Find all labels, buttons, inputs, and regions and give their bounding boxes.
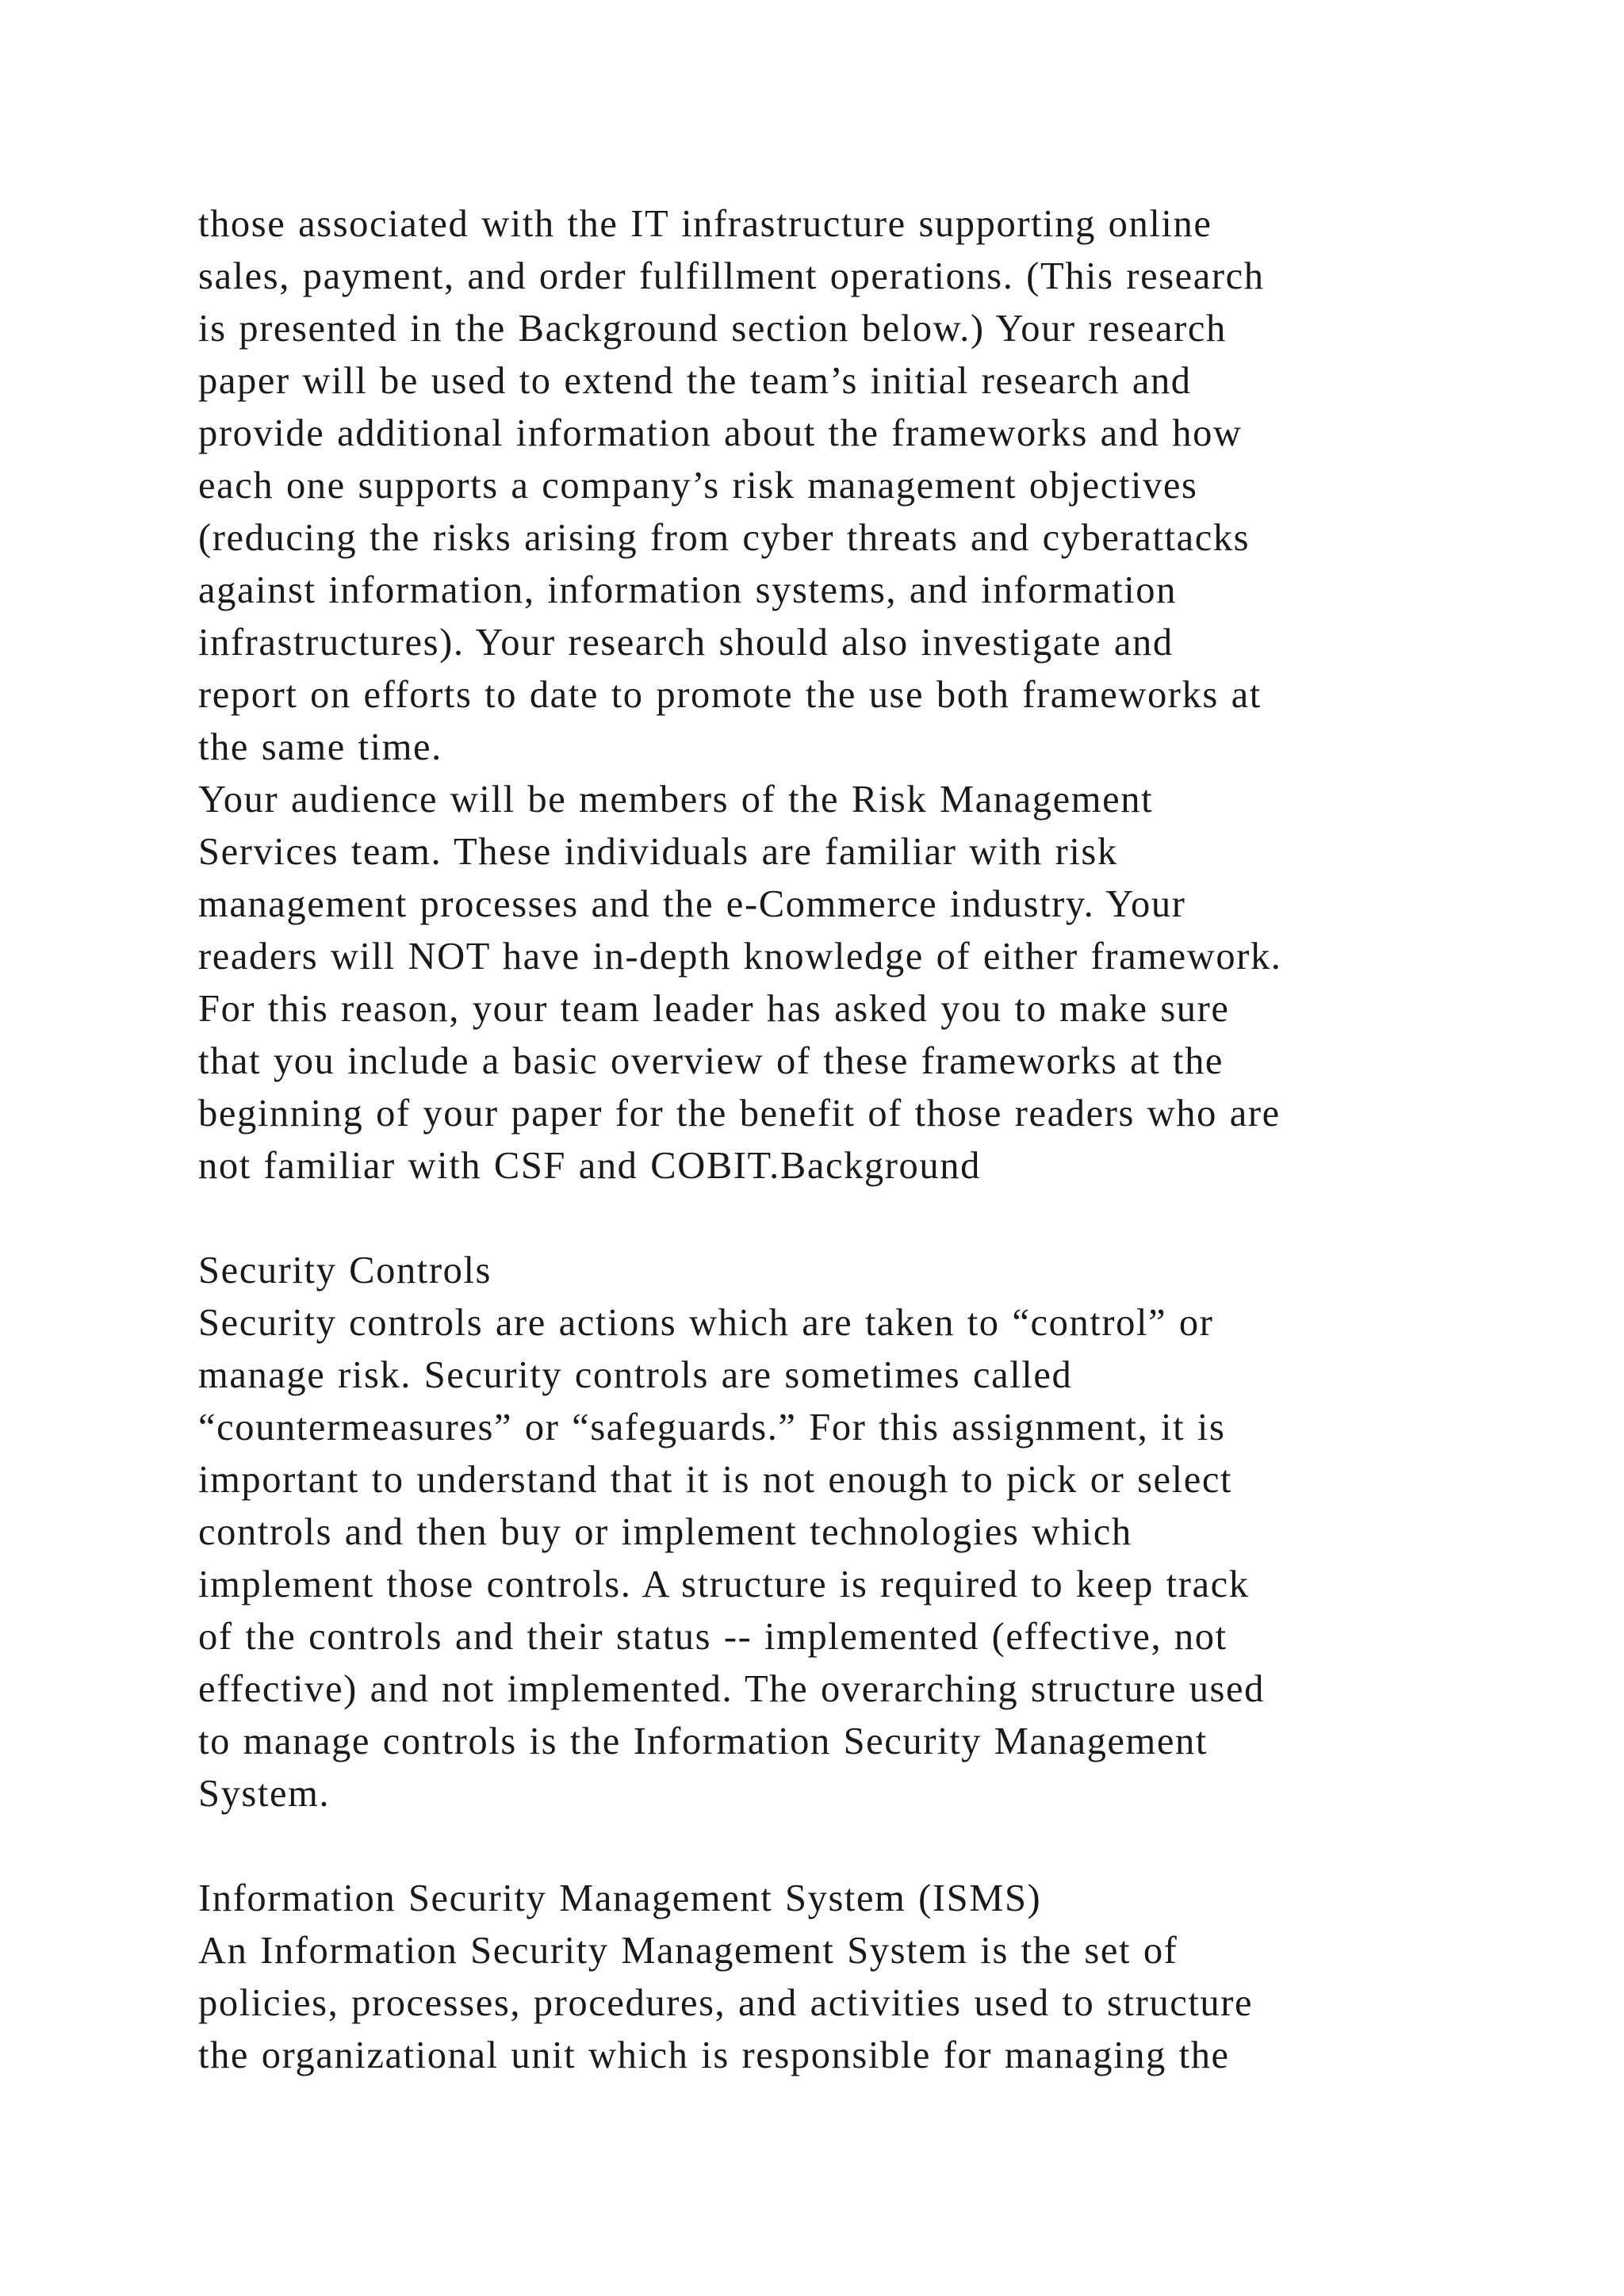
text-line: implement those controls. A structure is required to keep track [198, 1563, 1250, 1605]
text-line: infrastructures). Your research should also investigate and [198, 622, 1174, 664]
text-line: important to understand that it is not enough to pick or select [198, 1459, 1233, 1501]
text-line: For this reason, your team leader has asked you to make sure [198, 988, 1230, 1030]
paragraph-audience [198, 774, 1546, 1192]
text-line: management processes and the e-Commerce industry. Your [198, 883, 1186, 925]
text-line: the organizational unit which is responsible for managing the [198, 2034, 1230, 2076]
text-line: “countermeasures” or “safeguards.” For this assignment, it is [198, 1406, 1226, 1448]
text-line: policies, processes, procedures, and activities used to structure [198, 1982, 1254, 2024]
section-heading-security-controls: Security Controls [198, 1249, 492, 1292]
text-line: (reducing the risks arising from cyber threats and cyberattacks [198, 517, 1251, 559]
document-body [198, 198, 1546, 2082]
text-line: An Information Security Management System is the set of [198, 1930, 1178, 1972]
text-line: of the controls and their status -- implemented (effective, not [198, 1616, 1228, 1658]
text-line: paper will be used to extend the team’s initial research and [198, 360, 1192, 402]
blank-line [198, 1820, 1546, 1873]
paragraph-security-controls [198, 1297, 1546, 1820]
text-line: to manage controls is the Information Security Management [198, 1720, 1208, 1762]
paragraph-isms [198, 1925, 1546, 2082]
text-line: Security controls are actions which are taken to “control” or [198, 1302, 1214, 1344]
text-line: provide additional information about the frameworks and how [198, 412, 1243, 454]
text-line: each one supports a company’s risk management objectives [198, 465, 1198, 507]
text-line: against information, information systems, and information [198, 569, 1178, 611]
text-line: not familiar with CSF and COBIT.Background [198, 1145, 981, 1187]
text-line: effective) and not implemented. The overarching structure used [198, 1668, 1265, 1710]
text-line: report on efforts to date to promote the use both frameworks at [198, 674, 1262, 716]
paragraph-intro-continuation [198, 198, 1546, 774]
text-line: the same time. [198, 726, 442, 768]
text-line: that you include a basic overview of these frameworks at the [198, 1040, 1224, 1082]
text-line: sales, payment, and order fulfillment operations. (This research [198, 255, 1265, 297]
text-line: readers will NOT have in-depth knowledge of either framework. [198, 936, 1282, 978]
text-line: those associated with the IT infrastructure supporting online [198, 203, 1212, 245]
text-line: Services team. These individuals are familiar with risk [198, 831, 1118, 873]
text-line: is presented in the Background section below.) Your research [198, 308, 1227, 350]
blank-line [198, 1192, 1546, 1245]
text-line: manage risk. Security controls are sometimes called [198, 1354, 1073, 1396]
text-line: controls and then buy or implement technologies which [198, 1511, 1132, 1553]
section-heading-isms: Information Security Management System (ISMS) [198, 1877, 1042, 1919]
text-line: System. [198, 1773, 331, 1815]
text-line: beginning of your paper for the benefit of those readers who are [198, 1093, 1281, 1135]
text-line: Your audience will be members of the Risk Management [198, 779, 1154, 821]
